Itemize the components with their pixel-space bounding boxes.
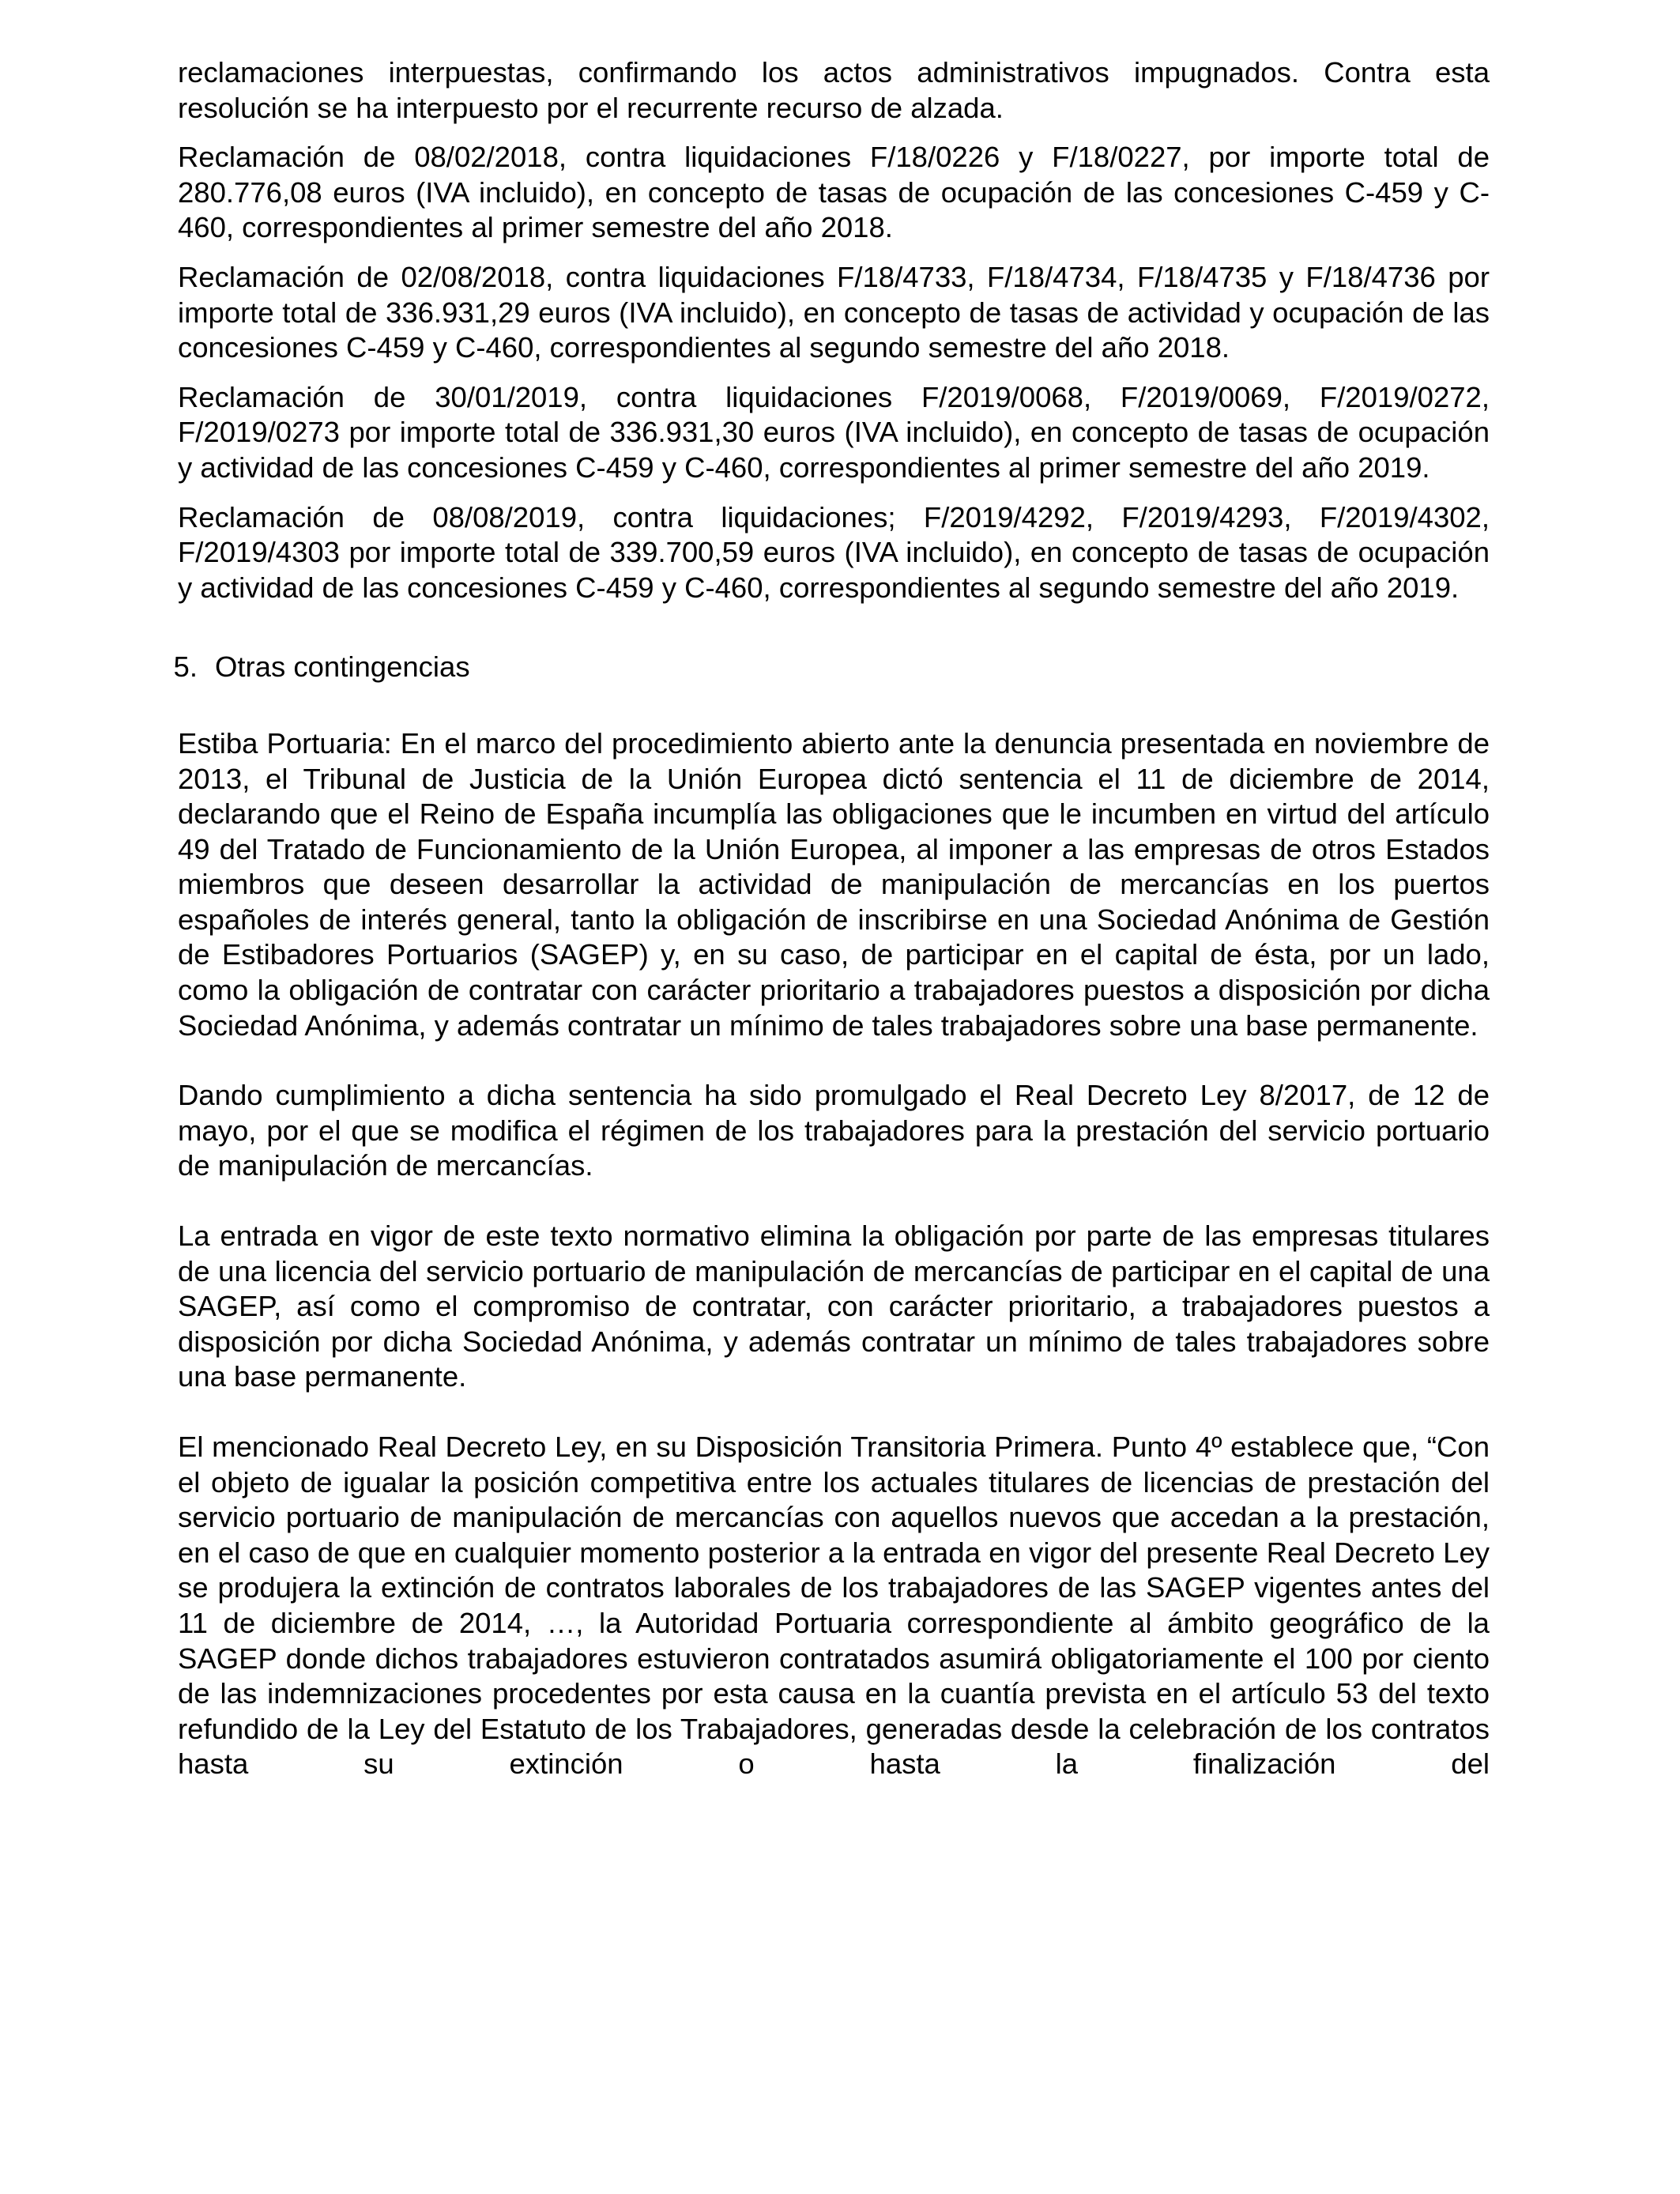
paragraph-estiba-portuaria: Estiba Portuaria: En el marco del procedimiento abierto ante la denuncia presentada en noviembre de 2013, el Tribunal de Justicia de la Unión Europea dictó sentencia el 11 de diciembre de 2014, declarando que el Reino de España incumplía las obligaciones que le incumben en virtud del artículo 49 del Tratado de Funcionamiento de la Unión Europea, al imponer a las empresas de otros Estados miembros que deseen desarrollar la actividad de manipulación de mercancías en los puertos españoles de interés general, tanto la obligación de inscribirse en una Sociedad Anónima de Gestión de Estibadores Portuarios (SAGEP) y, en su caso, de participar en el capital de ésta, por un lado, como la obligación de contratar con carácter prioritario a trabajadores puestos a disposición por dicha Sociedad Anónima, y además contratar un mínimo de tales trabajadores sobre una base permanente.: [178, 726, 1490, 1042]
paragraph-claim-2019-01: Reclamación de 30/01/2019, contra liquidaciones F/2019/0068, F/2019/0069, F/2019/0272, F/2019/0273 por importe total de 336.931,30 euros (IVA incluido), en concepto de tasas de ocupación y actividad de las concesiones C-459 y C-460, correspondientes al primer semestre del año 2019.: [178, 380, 1490, 484]
paragraph-claim-2018-02: Reclamación de 08/02/2018, contra liquidaciones F/18/0226 y F/18/0227, por importe total de 280.776,08 euros (IVA incluido), en concepto de tasas de ocupación de las concesiones C-459 y C-460, correspondientes al primer semestre del año 2018.: [178, 141, 1490, 244]
paragraph-claim-2019-08: Reclamación de 08/08/2019, contra liquidaciones; F/2019/4292, F/2019/4293, F/2019/4302, F/2019/4303 por importe total de 339.700,59 euros (IVA incluido), en concepto de tasas de ocupación y actividad de las concesiones C-459 y C-460, correspondientes al segundo semestre del año 2019.: [178, 500, 1490, 604]
paragraph-resolution: reclamaciones interpuestas, confirmando los actos administrativos impugnados. Contra esta resolución se ha interpuesto por el recurrente recurso de alzada.: [178, 56, 1490, 124]
section-number: 5.: [173, 650, 198, 684]
section-heading: [173, 650, 1490, 685]
section-title: Otras contingencias: [215, 650, 470, 684]
document-page: [173, 55, 1490, 1782]
paragraph-real-decreto: Dando cumplimiento a dicha sentencia ha sido promulgado el Real Decreto Ley 8/2017, de 12 de mayo, por el que se modifica el régimen de los trabajadores para la prestación del servicio portuario de manipulación de mercancías.: [178, 1079, 1490, 1182]
paragraph-disposicion-transitoria: El mencionado Real Decreto Ley, en su Disposición Transitoria Primera. Punto 4º establece que, “Con el objeto de igualar la posición competitiva entre los actuales titulares de licencias de prestación del servicio portuario de manipulación de mercancías con aquellos nuevos que accedan a la prestación, en el caso de que en cualquier momento posterior a la entrada en vigor del presente Real Decreto Ley se produjera la extinción de contratos laborales de los trabajadores de las SAGEP vigentes antes del 11 de diciembre de 2014, …, la Autoridad Portuaria correspondiente al ámbito geográfico de la SAGEP donde dichos trabajadores estuvieron contratados asumirá obligatoriamente el 100 por ciento de las indemnizaciones procedentes por esta causa en la cuantía prevista en el artículo 53 del texto refundido de la Ley del Estatuto de los Trabajadores, generadas desde la celebración de los contratos hasta su extinción o hasta la finalización del: [178, 1431, 1490, 1781]
paragraph-claim-2018-08: Reclamación de 02/08/2018, contra liquidaciones F/18/4733, F/18/4734, F/18/4735 y F/18/4736 por importe total de 336.931,29 euros (IVA incluido), en concepto de tasas de actividad y ocupación de las concesiones C-459 y C-460, correspondientes al segundo semestre del año 2018.: [178, 260, 1490, 364]
paragraph-entrada-en-vigor: La entrada en vigor de este texto normativo elimina la obligación por parte de las empresas titulares de una licencia del servicio portuario de manipulación de mercancías de participar en el capital de una SAGEP, así como el compromiso de contratar, con carácter prioritario, a trabajadores puestos a disposición por dicha Sociedad Anónima, y además contratar un mínimo de tales trabajadores sobre una base permanente.: [178, 1220, 1490, 1393]
